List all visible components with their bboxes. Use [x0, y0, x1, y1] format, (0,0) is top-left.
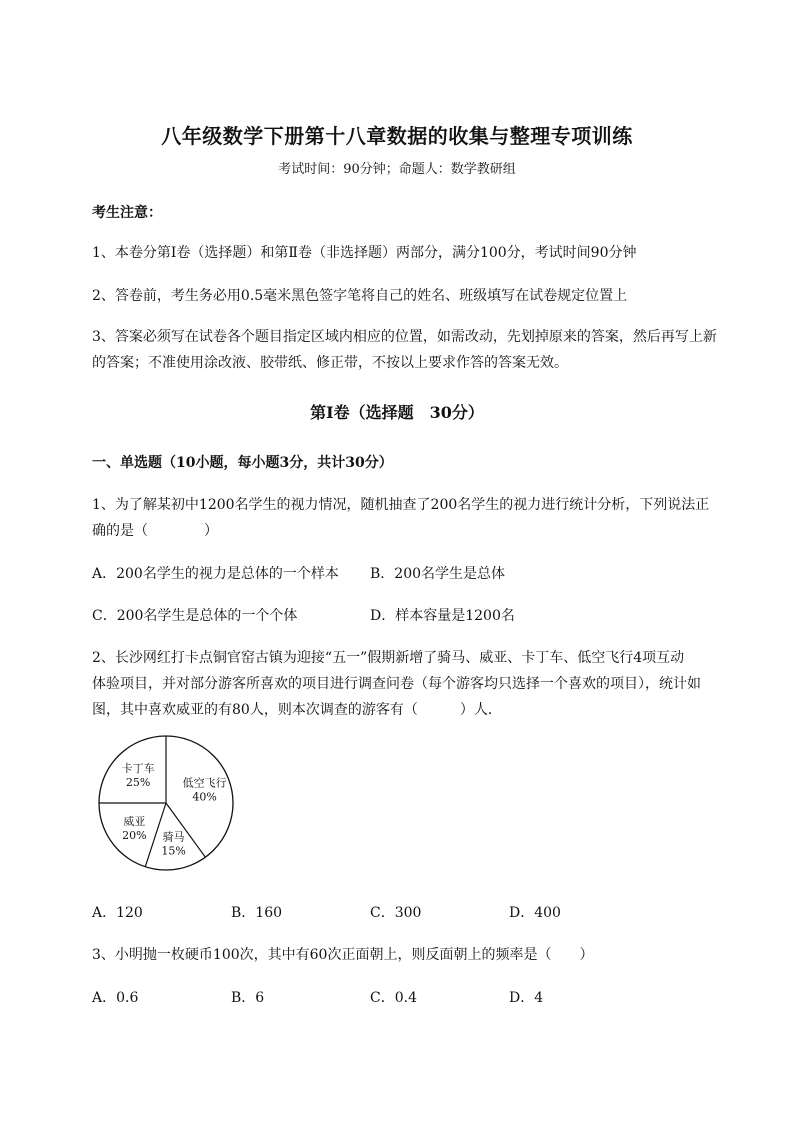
- q3-option-a[interactable]: A．0.6: [92, 990, 139, 1006]
- notice-heading: 考生注意：: [92, 205, 162, 221]
- q2-option-d[interactable]: D．400: [509, 905, 561, 921]
- pie-slice-percent: 40%: [192, 790, 217, 804]
- q1-option-c[interactable]: C．200名学生是总体的一个个体: [92, 608, 298, 624]
- exam-info: 考试时间：90分钟；命题人：数学教研组: [278, 162, 516, 177]
- pie-slice-label: 骑马: [162, 830, 185, 844]
- pie-chart: [90, 732, 250, 882]
- notice-item-1: 1、本卷分第I卷（选择题）和第Ⅱ卷（非选择题）两部分，满分100分，考试时间90分钟: [92, 245, 637, 261]
- q2-stem-line2: 体验项目，并对部分游客所喜欢的项目进行调查问卷（每个游客均只选择一个喜欢的项目），统计如: [92, 676, 701, 692]
- notice-item-3: 3、答案必须写在试卷各个题目指定区域内相应的位置，如需改动，先划掉原来的答案，然后再写上新: [92, 329, 717, 345]
- q3-option-b[interactable]: B．6: [231, 990, 265, 1006]
- q2-stem-line1: 2、长沙网红打卡点铜官窑古镇为迎接“五一”假期新增了骑马、威亚、卡丁车、低空飞行4项互动: [92, 650, 685, 666]
- q1-option-d[interactable]: D．样本容量是1200名: [370, 608, 515, 624]
- q2-option-a[interactable]: A．120: [92, 905, 143, 921]
- q1-option-b[interactable]: B．200名学生是总体: [370, 566, 506, 582]
- pie-slice-label: 卡丁车: [121, 761, 155, 775]
- page-title: 八年级数学下册第十八章数据的收集与整理专项训练: [161, 124, 633, 148]
- q2-stem-line3: 图，其中喜欢威亚的有80人，则本次调查的游客有（ ）人．: [92, 702, 502, 718]
- pie-slice-percent: 20%: [122, 829, 147, 843]
- pie-slice-label: 低空飞行: [182, 776, 227, 790]
- q3-option-d[interactable]: D．4: [509, 990, 544, 1006]
- q3-option-c[interactable]: C．0.4: [370, 990, 417, 1006]
- q2-option-b[interactable]: B．160: [231, 905, 283, 921]
- q1-stem-line1: 1、为了解某初中1200名学生的视力情况，随机抽查了200名学生的视力进行统计分析，下列说法正: [92, 497, 710, 513]
- q3-stem: 3、小明抛一枚硬币100次，其中有60次正面朝上，则反面朝上的频率是（ ）: [92, 947, 594, 963]
- pie-slice-label: 威亚: [123, 815, 146, 829]
- q1-stem-line2: 确的是（ ）: [92, 523, 218, 539]
- section-title: 第I卷（选择题 30分）: [310, 403, 484, 422]
- pie-slice-percent: 25%: [125, 775, 151, 789]
- part-title: 一、单选题（10小题，每小题3分，共计30分）: [92, 455, 393, 471]
- q1-option-a[interactable]: A．200名学生的视力是总体的一个样本: [92, 566, 339, 582]
- notice-item-3-cont: 的答案；不准使用涂改液、胶带纸、修正带，不按以上要求作答的答案无效。: [92, 355, 568, 371]
- notice-item-2: 2、答卷前，考生务必用0.5毫米黑色签字笔将自己的姓名、班级填写在试卷规定位置上: [92, 288, 628, 304]
- q2-option-c[interactable]: C．300: [370, 905, 422, 921]
- pie-slice-percent: 15%: [161, 844, 186, 858]
